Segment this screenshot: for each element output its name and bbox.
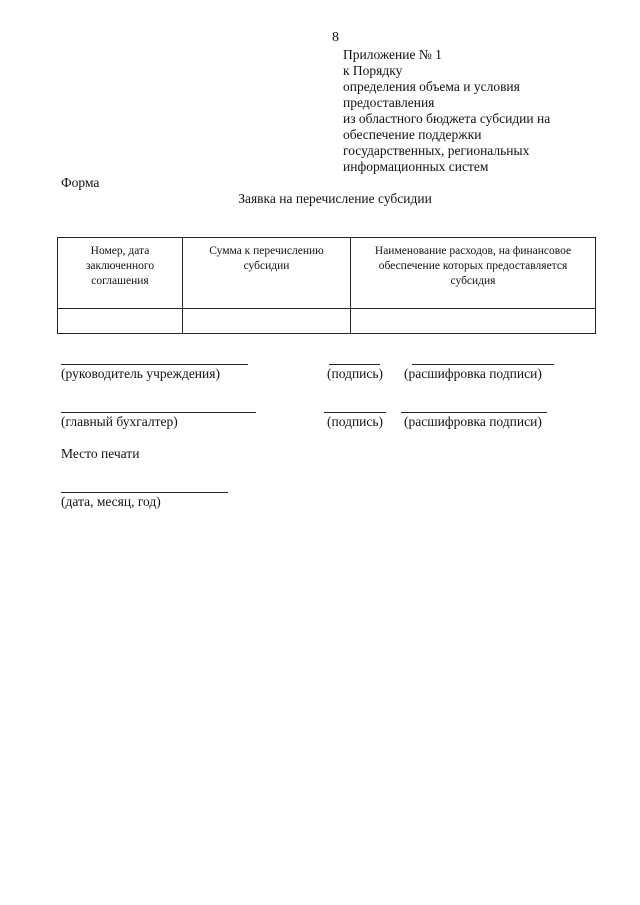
table-cell-agreement[interactable] <box>58 309 183 334</box>
page-number: 8 <box>332 30 339 45</box>
head-role-caption: (руководитель учреждения) <box>61 366 220 381</box>
accountant-decoding-line[interactable] <box>401 412 547 413</box>
head-decoding-caption: (расшифровка подписи) <box>404 366 542 381</box>
appendix-line: из областного бюджета субсидии на <box>343 111 551 126</box>
column-header-expenses: Наименование расходов, на финансовое обеспечение которых предоставляется субсидия <box>351 238 596 309</box>
accountant-decoding-caption: (расшифровка подписи) <box>404 414 542 429</box>
head-signature-line[interactable] <box>329 364 380 365</box>
table-row <box>58 309 596 334</box>
table-cell-amount[interactable] <box>183 309 351 334</box>
appendix-line: предоставления <box>343 95 435 110</box>
accountant-signature-caption: (подпись) <box>327 414 384 429</box>
stamp-place-label: Место печати <box>61 446 140 461</box>
appendix-header <box>343 47 550 175</box>
request-table <box>57 237 596 334</box>
appendix-line: Приложение № 1 <box>343 47 442 62</box>
head-decoding-line[interactable] <box>412 364 554 365</box>
date-line[interactable] <box>61 492 228 493</box>
document-title: Заявка на перечисление субсидии <box>238 191 432 206</box>
appendix-line: обеспечение поддержки <box>343 127 482 142</box>
head-name-line[interactable] <box>61 364 248 365</box>
accountant-role-caption: (главный бухгалтер) <box>61 414 178 429</box>
column-header-agreement: Номер, дата заключенного соглашения <box>58 238 183 309</box>
accountant-name-line[interactable] <box>61 412 256 413</box>
table-header-row <box>58 238 596 309</box>
appendix-line: информационных систем <box>343 159 489 174</box>
accountant-signature-line[interactable] <box>324 412 386 413</box>
form-label: Форма <box>61 175 100 190</box>
date-caption: (дата, месяц, год) <box>61 494 161 509</box>
appendix-line: определения объема и условия <box>343 79 520 94</box>
appendix-line: к Порядку <box>343 63 403 78</box>
head-signature-caption: (подпись) <box>327 366 384 381</box>
appendix-line: государственных, региональных <box>343 143 530 158</box>
table-cell-expenses[interactable] <box>351 309 596 334</box>
column-header-amount: Сумма к перечислению субсидии <box>183 238 351 309</box>
